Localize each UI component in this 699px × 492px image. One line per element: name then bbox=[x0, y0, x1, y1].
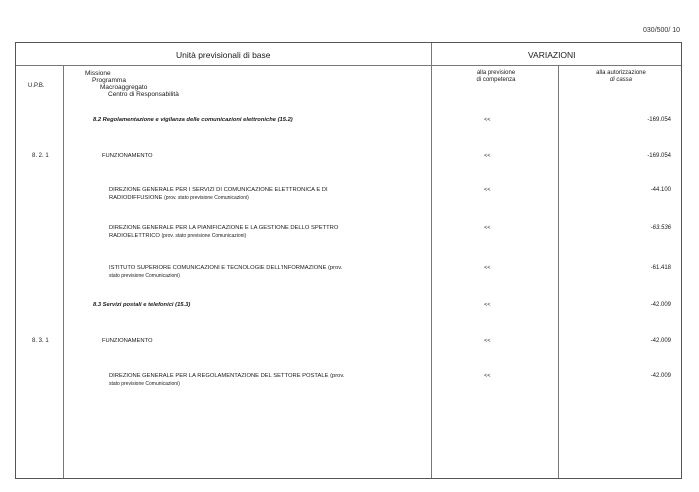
cassa-value: -61.418 bbox=[650, 265, 671, 271]
competenza-mark: << bbox=[484, 117, 491, 123]
header-divider bbox=[16, 65, 681, 66]
hierarchy-label-centro: Centro di Responsabilità bbox=[108, 91, 179, 98]
centro-title: ISTITUTO SUPERIORE COMUNICAZIONI E TECNOLOGIE DELL'INFORMAZIONE (prov. bbox=[109, 265, 343, 271]
cassa-value: -169.054 bbox=[647, 117, 671, 123]
hierarchy-label-missione: Missione bbox=[85, 70, 111, 77]
cassa-value: -42.009 bbox=[650, 373, 671, 379]
upb-column-label: U.P.B. bbox=[28, 83, 45, 89]
cassa-value: -63.536 bbox=[650, 225, 671, 231]
competenza-mark: << bbox=[484, 373, 491, 379]
competenza-mark: << bbox=[484, 265, 491, 271]
section-title: 8.2 Regolamentazione e vigilanza delle comunicazioni elettroniche (15.2) bbox=[93, 117, 293, 123]
budget-table bbox=[15, 42, 682, 479]
hierarchy-label-programma: Programma bbox=[92, 77, 126, 84]
hierarchy-label-macroaggregato: Macroaggregato bbox=[100, 84, 148, 91]
cassa-value: -42.009 bbox=[650, 302, 671, 308]
header-right-title: VARIAZIONI bbox=[528, 50, 576, 60]
centro-title: DIREZIONE GENERALE PER LA REGOLAMENTAZIONE DEL SETTORE POSTALE (prov. bbox=[109, 373, 345, 379]
centro-subtitle: RADIOELETTRICO (prov. stato previsione Comunicazioni) bbox=[109, 233, 247, 239]
centro-subtitle: stato previsione Comunicazioni) bbox=[109, 273, 180, 279]
header-left-title: Unità previsionali di base bbox=[176, 50, 271, 60]
programma-title: FUNZIONAMENTO bbox=[102, 153, 153, 159]
cassa-value: -44.100 bbox=[650, 187, 671, 193]
upb-column-divider bbox=[63, 65, 64, 478]
competenza-mark: << bbox=[484, 338, 491, 344]
competenza-mark: << bbox=[484, 187, 491, 193]
upb-code: 8. 2. 1 bbox=[32, 153, 49, 159]
competenza-mark: << bbox=[484, 225, 491, 231]
programma-title: FUNZIONAMENTO bbox=[102, 338, 153, 344]
cassa-label: alla autorizzazione di cassa bbox=[596, 70, 646, 83]
upb-code: 8. 3. 1 bbox=[32, 338, 49, 344]
cassa-value: -42.009 bbox=[650, 338, 671, 344]
competenza-mark: << bbox=[484, 302, 491, 308]
centro-title: DIREZIONE GENERALE PER I SERVIZI DI COMUNICAZIONE ELETTRONICA E DI bbox=[109, 187, 328, 193]
section-title: 8.3 Servizi postali e telefonici (15.3) bbox=[93, 302, 191, 308]
competenza-label: alla previsione di competenza bbox=[476, 70, 516, 83]
competenza-mark: << bbox=[484, 153, 491, 159]
centro-subtitle: RADIODIFFUSIONE (prov. stato previsione Comunicazioni) bbox=[109, 195, 249, 201]
cassa-value: -169.054 bbox=[647, 153, 671, 159]
centro-subtitle: stato previsione Comunicazioni) bbox=[109, 381, 180, 387]
centro-title: DIREZIONE GENERALE PER LA PIANIFICAZIONE E LA GESTIONE DELLO SPETTRO bbox=[109, 225, 339, 231]
page-reference: 030/500/ 10 bbox=[643, 27, 680, 34]
competenza-column-divider bbox=[431, 43, 432, 478]
cassa-column-divider bbox=[558, 65, 559, 478]
